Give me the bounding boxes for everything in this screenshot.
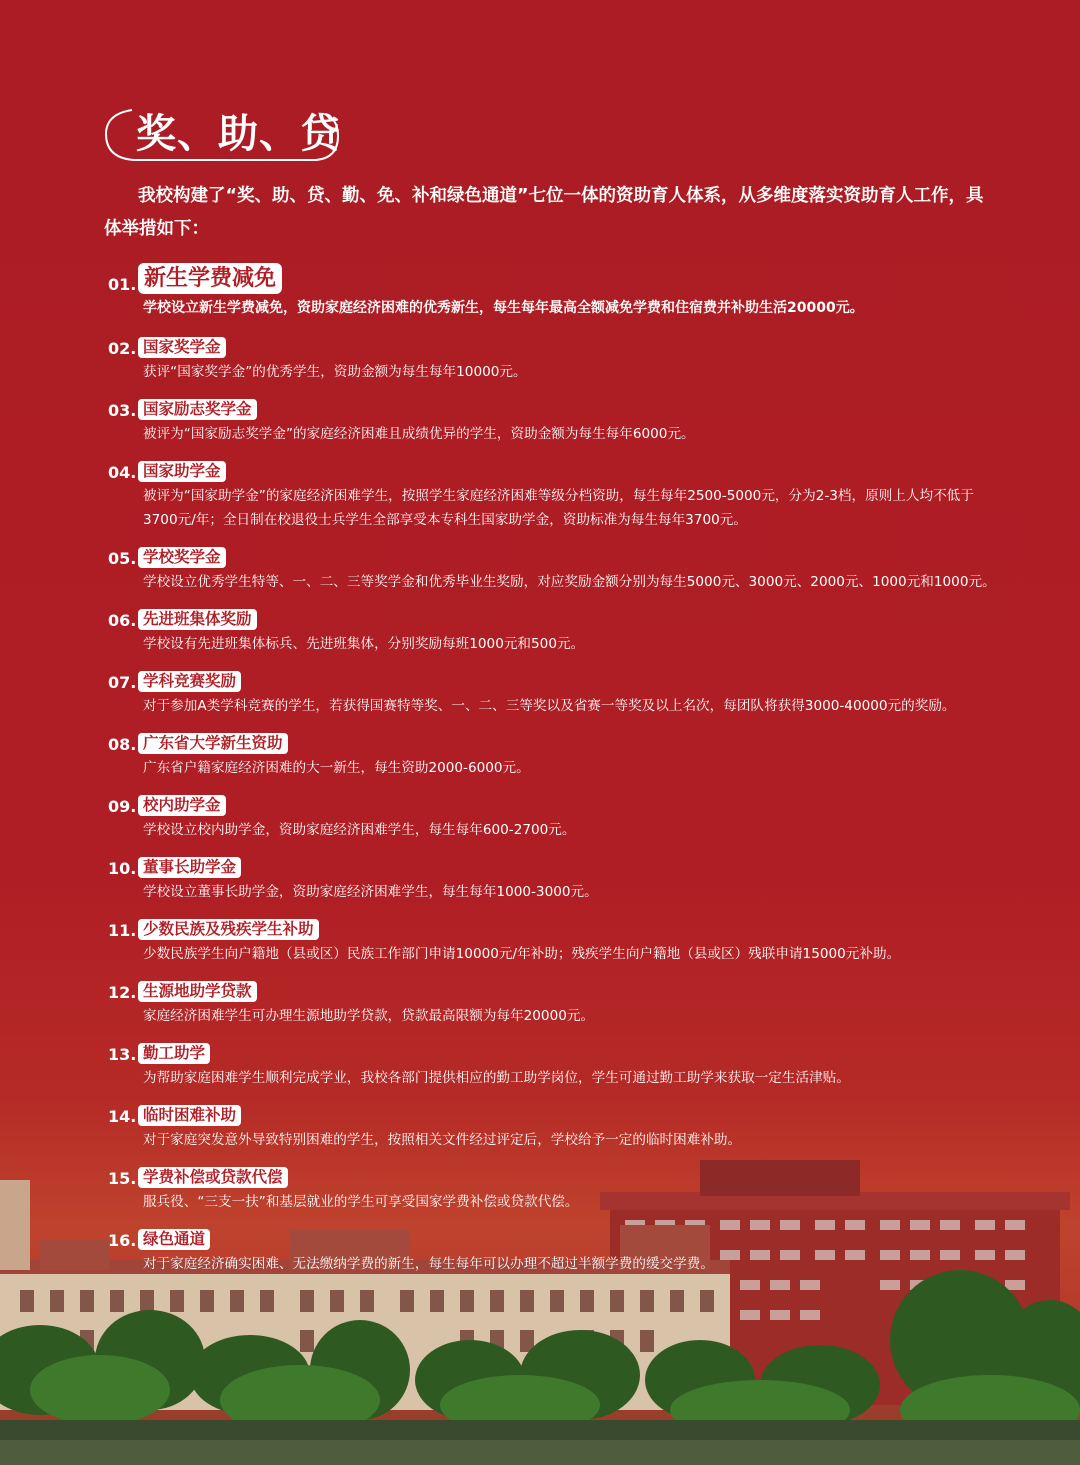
item-title-badge: 广东省大学新生资助 [138, 733, 288, 754]
intro-paragraph: 我校构建了“奖、助、贷、勤、免、补和绿色通道”七位一体的资助育人体系，从多维度落实资助育人工作，具体举措如下： [104, 186, 984, 239]
list-item [108, 600, 998, 662]
item-title-badge: 少数民族及残疾学生补助 [138, 919, 319, 940]
list-item [108, 662, 998, 724]
list-item [108, 452, 998, 538]
list-item [108, 724, 998, 786]
item-description: 对于参加A类学科竞赛的学生，若获得国赛特等奖、一、二、三等奖以及省赛一等奖及以上名次，每团队将获得3000-40000元的奖励。 [143, 698, 956, 714]
item-description: 对于家庭经济确实困难、无法缴纳学费的新生，每生每年可以办理不超过半额学费的缓交学费。 [143, 1256, 714, 1272]
item-number: 16. [108, 1231, 137, 1250]
item-description: 广东省户籍家庭经济困难的大一新生，每生资助2000-6000元。 [143, 760, 530, 776]
item-description: 家庭经济困难学生可办理生源地助学贷款，贷款最高限额为每年20000元。 [143, 1008, 595, 1024]
list-item [108, 848, 998, 910]
item-title-badge: 校内助学金 [138, 795, 226, 816]
item-title-badge: 学科竞赛奖励 [138, 671, 241, 692]
item-title-badge: 新生学费减免 [138, 263, 282, 294]
item-description: 获评“国家奖学金”的优秀学生，资助金额为每生每年10000元。 [143, 364, 527, 380]
item-title-badge: 先进班集体奖励 [138, 609, 257, 630]
list-item [108, 390, 998, 452]
section-title [104, 100, 340, 164]
item-description: 学校设立校内助学金，资助家庭经济困难学生，每生每年600-2700元。 [143, 822, 576, 838]
item-title-badge: 学校奖学金 [138, 547, 226, 568]
list-item [108, 1034, 998, 1096]
item-description: 学校设立优秀学生特等、一、二、三等奖学金和优秀毕业生奖励，对应奖励金额分别为每生5000元、3000元、2000元、1000元和1000元。 [143, 574, 996, 590]
item-number: 03. [108, 401, 137, 420]
item-number: 05. [108, 549, 137, 568]
item-title-badge: 董事长助学金 [138, 857, 241, 878]
item-description: 少数民族学生向户籍地（县或区）民族工作部门申请10000元/年补助；残疾学生向户籍地（县或区）残联申请15000元补助。 [143, 946, 901, 962]
item-number: 01. [108, 275, 137, 294]
item-number: 13. [108, 1045, 137, 1064]
item-title-badge: 勤工助学 [138, 1043, 210, 1064]
measures-list [108, 258, 998, 1282]
list-item [108, 972, 998, 1034]
list-item [108, 328, 998, 390]
item-number: 14. [108, 1107, 137, 1126]
page-title: 奖、助、贷 [136, 111, 341, 157]
item-title-badge: 生源地助学贷款 [138, 981, 257, 1002]
item-number: 08. [108, 735, 137, 754]
item-number: 04. [108, 463, 137, 482]
item-description: 被评为“国家励志奖学金”的家庭经济困难且成绩优异的学生，资助金额为每生每年6000元。 [143, 426, 695, 442]
list-item [108, 538, 998, 600]
list-item [108, 1220, 998, 1282]
item-title-badge: 国家励志奖学金 [138, 399, 257, 420]
item-description: 学校设有先进班集体标兵、先进班集体，分别奖励每班1000元和500元。 [143, 636, 585, 652]
item-description: 学校设立新生学费减免，资助家庭经济困难的优秀新生，每生每年最高全额减免学费和住宿费并补助生活20000元。 [143, 300, 864, 316]
item-title-badge: 学费补偿或贷款代偿 [138, 1167, 288, 1188]
item-description: 对于家庭突发意外导致特别困难的学生，按照相关文件经过评定后，学校给予一定的临时困难补助。 [143, 1132, 742, 1148]
list-item [108, 1158, 998, 1220]
item-number: 06. [108, 611, 137, 630]
item-number: 02. [108, 339, 137, 358]
item-title-badge: 临时困难补助 [138, 1105, 241, 1126]
item-description: 服兵役、“三支一扶”和基层就业的学生可享受国家学费补偿或贷款代偿。 [143, 1194, 579, 1210]
item-title-badge: 国家助学金 [138, 461, 226, 482]
list-item [108, 910, 998, 972]
item-title-badge: 绿色通道 [138, 1229, 210, 1250]
item-number: 12. [108, 983, 137, 1002]
item-description: 被评为“国家助学金”的家庭经济困难学生，按照学生家庭经济困难等级分档资助，每生每年2500-5000元，分为2-3档，原则上人均不低于3700元/年；全日制在校退役士兵学生全部享受本专科生国家助学金，资助标准为每生每年3700元。 [143, 488, 974, 528]
list-item [108, 1096, 998, 1158]
item-number: 15. [108, 1169, 137, 1188]
list-item [108, 786, 998, 848]
item-number: 11. [108, 921, 137, 940]
item-description: 为帮助家庭困难学生顺利完成学业，我校各部门提供相应的勤工助学岗位，学生可通过勤工助学来获取一定生活津贴。 [143, 1070, 850, 1086]
item-number: 09. [108, 797, 137, 816]
item-number: 07. [108, 673, 137, 692]
list-item [108, 258, 998, 328]
item-description: 学校设立董事长助学金，资助家庭经济困难学生，每生每年1000-3000元。 [143, 884, 598, 900]
item-title-badge: 国家奖学金 [138, 337, 226, 358]
item-number: 10. [108, 859, 137, 878]
